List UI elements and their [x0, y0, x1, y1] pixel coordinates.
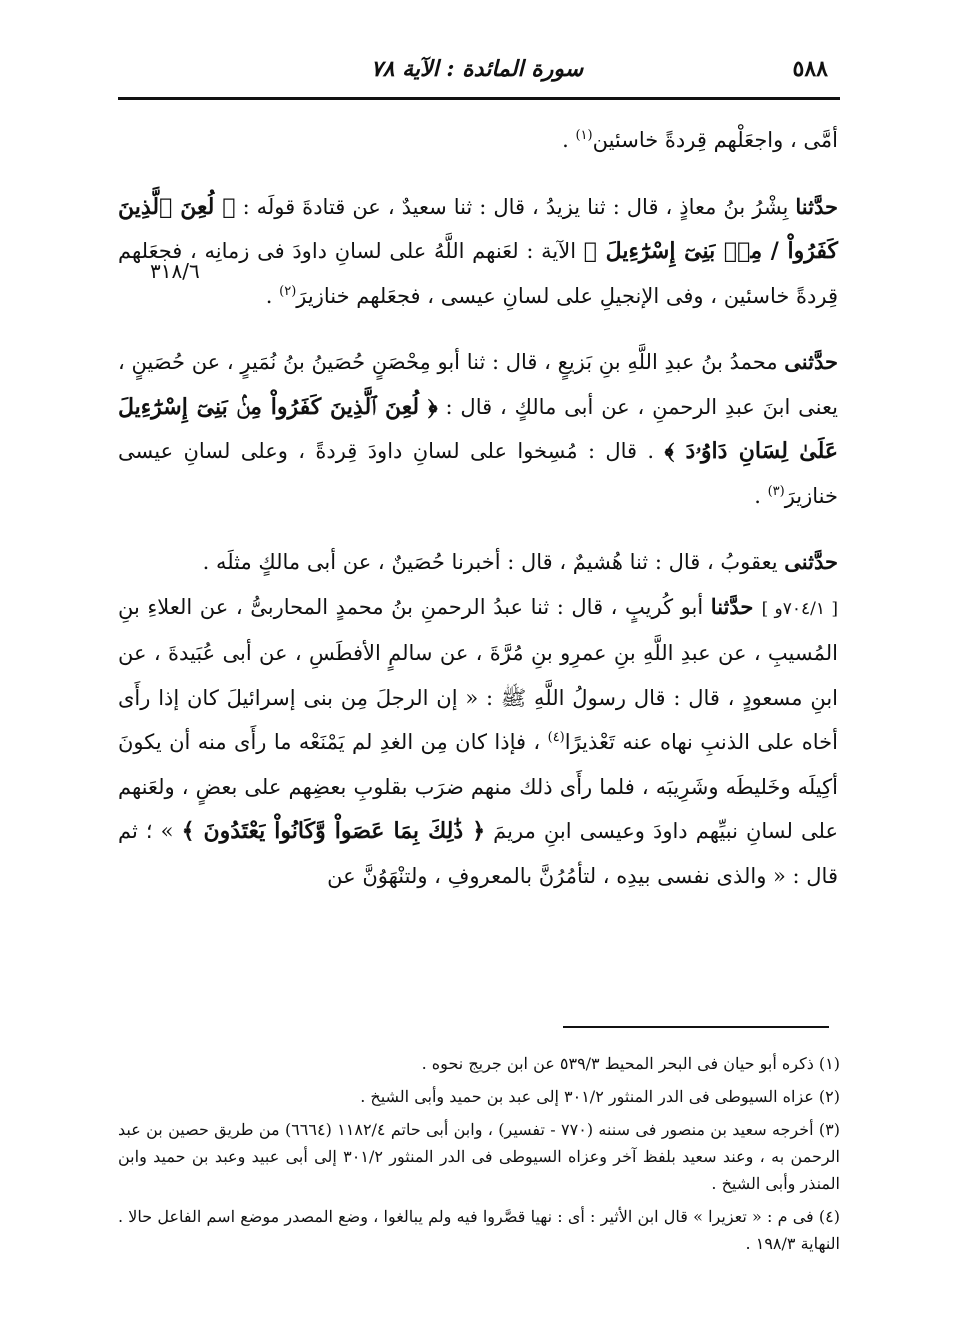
- footnote-ref-4[interactable]: (٤): [547, 730, 565, 745]
- margin-page-reference: ٣١٨/٦: [150, 259, 200, 283]
- footnote-ref-2[interactable]: (٢): [279, 283, 297, 299]
- paragraph-5: [118, 585, 838, 899]
- paragraph-text: يعقوبُ ، قال : ثنا هُشيمٌ ، قال : أخبرنا حُصَينٌ ، عن أبى مالكٍ مثلَه .: [202, 550, 785, 574]
- paragraph-text: .: [754, 483, 768, 508]
- paragraph-text: الآية : لعَنهم اللَّهُ على لسانِ داودَ فى زمانِه ، فجعَلهم قِردةً خاسئين ، وفى الإنجيلِ على لسانِ عيسى ، فجعَلهم خنازيرَ: [118, 239, 838, 308]
- footnote-1: (١) ذكره أبو حيان فى البحر المحيط ٥٣٩/٣ عن ابن جريج نحوه .: [421, 1054, 840, 1073]
- main-text: [118, 118, 838, 898]
- paragraph-text: . قال : مُسِخوا على لسانِ داودَ قِردةً ، وعلى لسانِ عيسى خنازيرَ: [118, 439, 838, 508]
- footnotes: [118, 1050, 840, 1263]
- paragraph-text: أبو كُريبٍ ، قال : ثنا عبدُ الرحمنِ بنُ محمدٍ المحاربىُّ ، عن العلاءِ بنِ المُسيبِ ، عن عبدِ اللَّهِ بنِ عمرِو بنِ مُرَّةَ ، عن سالمٍ الأفطَسِ ، عن أبى عُبَيدةَ ، عن ابنِ مسعودٍ ، قال : قال رسولُ اللَّهِ ﷺ : « إن الرجلَ مِن بنى إسرائيلَ كان إذا رأَى أخاه على الذنبِ نهاه عنه تَعْذيرًا: [118, 594, 838, 754]
- paragraph-2: [118, 185, 838, 319]
- running-header: [118, 44, 836, 96]
- paragraph-3: [118, 340, 838, 518]
- narration-lead: حدَّثنى: [784, 349, 838, 374]
- footnote-ref-3[interactable]: (٣): [767, 483, 785, 499]
- paragraph-text: محمدُ بنُ عبدِ اللَّهِ بنِ بَزيعٍ ، قال : ثنا أبو مِحْصَنٍ حُصَينُ بنُ نُمَيرٍ ، عن حُصَينٍ ، يعنى ابنَ عبدِ الرحمنِ ، عن أبى مالكٍ ، قال :: [118, 350, 838, 419]
- footnote-3: (٣) أخرجه سعيد بن منصور فى سننه (٧٧٠ - تفسير) ، وابن أبى حاتم ١١٨٢/٤ (٦٦٦٤) من طريق حصين بن عبد الرحمن به ، وعند سعيد بلفظ آخر وعزاه السيوطى فى الدر المنثور ٣٠١/٢ إلى أبى عبيد وعبد بن حميد وابن المنذر وأبى الشيخ .: [118, 1120, 840, 1193]
- paragraph-text: .: [265, 283, 280, 308]
- quran-quote: ﴿ لُعِنَ ٱلَّذِينَ كَفَرُواْ مِنۢ بَنِىٓ إِسْرَٰٓءِيلَ عَلَىٰ لِسَانِ دَاوُۥدَ ﴾: [118, 393, 838, 464]
- paragraph-text: .: [562, 128, 576, 152]
- paragraph-text: أمَّى ، واجعَلْهم قِردةً خاسئين: [592, 128, 838, 152]
- footnote-rule: [563, 1026, 829, 1028]
- narration-lead: حدَّثنا: [795, 193, 838, 219]
- quran-quote: ﴿ لُعِنَ ٱلَّذِينَ كَفَرُواْ / مِنۢ بَنِىٓ إِسْرَٰٓءِيلَ ﴾: [118, 193, 838, 264]
- header-rule: [118, 97, 840, 100]
- footnote-2: (٢) عزاه السيوطى فى الدر المنثور ٣٠١/٢ إلى عبد بن حميد وأبى الشيخ .: [360, 1087, 840, 1106]
- volume-page-reference: [ ٧٠٤/١و ]: [761, 598, 838, 619]
- paragraph-text: » ؛ ثم قال : « والذى نفسى بيدِه ، لتأمُرُنَّ بالمعروفِ ، ولتنْهَوُنَّ عن: [118, 819, 838, 888]
- narration-lead: حدَّثنى: [784, 549, 838, 574]
- narration-lead: حدَّثنا: [710, 593, 762, 619]
- surah-title: سورة المائدة : الآية ٧٨: [370, 56, 584, 82]
- paragraph-text: ، فإذا كان مِن الغدِ لم يَمْنَعْه ما رأَى منه أن يكونَ أكِيلَه وخَليطَه وشَرِيبَه ، فلما رأَى ذلك منهم ضرَب بقلوبِ بعضِهم على بعضٍ ، ولعَنهم على لسانِ نبيِّهم داودَ وعيسى ابنِ مريمَ: [118, 730, 839, 843]
- paragraph-1: [118, 118, 838, 163]
- footnote-4: (٤) فى م : « تعزيرا » قال ابن الأثير : أى : نهيا قصَّروا فيه ولم يبالغوا ، وضع المصدر موضع اسم الفاعل حالا . النهاية ١٩٨/٣ .: [118, 1207, 840, 1253]
- page-number: ٥٨٨: [792, 56, 828, 82]
- paragraph-text: بِشْرُ بنُ معاذٍ ، قال : ثنا يزيدُ ، قال : ثنا سعيدٌ ، عن قتادةَ قولَه :: [235, 194, 796, 219]
- quran-quote: ﴿ ذَٰلِكَ بِمَا عَصَواْ وَّكَانُواْ يَعْتَدُونَ ﴾: [181, 818, 486, 844]
- paragraph-4: [118, 540, 838, 585]
- footnote-ref-1[interactable]: (١): [575, 128, 593, 143]
